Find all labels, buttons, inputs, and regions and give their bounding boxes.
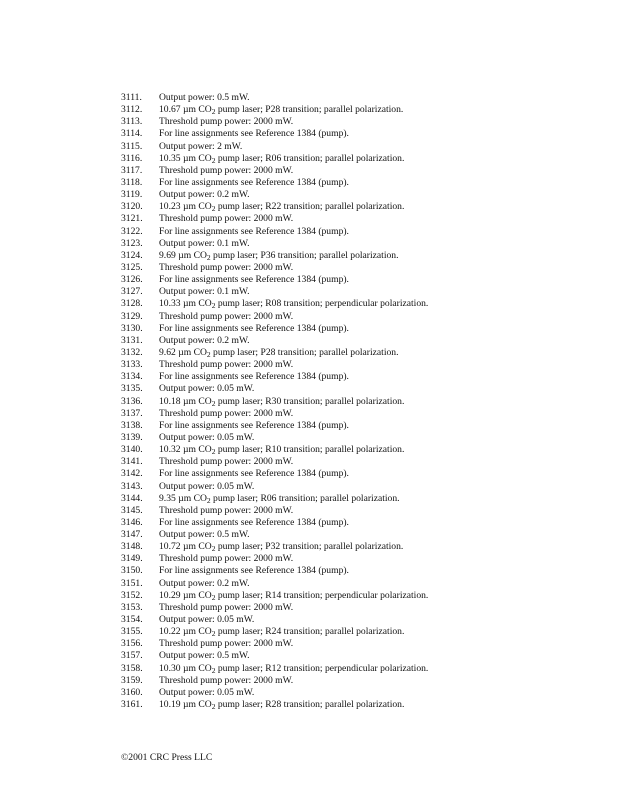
subscript: 2 bbox=[211, 544, 216, 554]
note-row bbox=[121, 456, 601, 468]
note-text bbox=[159, 347, 601, 359]
note-text: Output power: 0.05 mW. bbox=[159, 480, 255, 492]
note-number: 3125. bbox=[121, 261, 143, 273]
note-text: Output power: 0.05 mW. bbox=[159, 383, 255, 395]
note-text: Threshold pump power: 2000 mW. bbox=[159, 359, 294, 371]
note-text-lead: 9.62 µm CO bbox=[159, 346, 207, 358]
note-text: For line assignments see Reference 1384 (pump). bbox=[159, 128, 349, 140]
note-row bbox=[121, 420, 601, 432]
note-row bbox=[121, 493, 601, 505]
note-row bbox=[121, 626, 601, 638]
note-number: 3111. bbox=[121, 92, 142, 103]
note-row bbox=[121, 614, 601, 626]
note-text-tail: pump laser; R08 transition; perpendicular polarization. bbox=[215, 298, 429, 310]
note-text: Output power: 0.05 mW. bbox=[159, 614, 255, 626]
note-number: 3119. bbox=[121, 189, 143, 201]
note-number: 3124. bbox=[121, 249, 143, 261]
note-row bbox=[121, 408, 601, 420]
note-text bbox=[159, 153, 601, 165]
footnote-list bbox=[121, 92, 601, 711]
note-number: 3161. bbox=[121, 699, 143, 711]
note-row bbox=[121, 663, 601, 675]
note-text bbox=[159, 250, 601, 262]
note-row bbox=[121, 444, 601, 456]
note-text-tail: pump laser; P28 transition; parallel polarization. bbox=[215, 104, 404, 116]
note-row bbox=[121, 286, 601, 298]
note-number: 3129. bbox=[121, 310, 143, 322]
note-text-tail: pump laser; R10 transition; parallel polarization. bbox=[215, 444, 405, 456]
note-row bbox=[121, 189, 601, 201]
subscript: 2 bbox=[206, 495, 211, 505]
note-text-lead: 9.35 µm CO bbox=[159, 492, 207, 504]
note-text: Threshold pump power: 2000 mW. bbox=[159, 310, 294, 322]
note-row bbox=[121, 128, 601, 140]
subscript: 2 bbox=[211, 702, 216, 712]
note-text bbox=[159, 493, 601, 505]
note-number: 3140. bbox=[121, 444, 143, 456]
note-number: 3148. bbox=[121, 541, 143, 553]
note-number: 3155. bbox=[121, 626, 143, 638]
note-number: 3116. bbox=[121, 152, 143, 164]
note-text: Threshold pump power: 2000 mW. bbox=[159, 213, 294, 225]
note-text: Threshold pump power: 2000 mW. bbox=[159, 504, 294, 516]
note-number: 3144. bbox=[121, 492, 143, 504]
note-number: 3137. bbox=[121, 407, 143, 419]
note-text: For line assignments see Reference 1384 (pump). bbox=[159, 516, 349, 528]
note-number: 3156. bbox=[121, 638, 143, 650]
note-row bbox=[121, 274, 601, 286]
note-number: 3121. bbox=[121, 213, 143, 225]
note-row bbox=[121, 165, 601, 177]
note-number: 3150. bbox=[121, 565, 143, 577]
note-text bbox=[159, 699, 601, 711]
note-row bbox=[121, 481, 601, 493]
note-number: 3157. bbox=[121, 650, 143, 662]
note-row bbox=[121, 578, 601, 590]
note-text: Threshold pump power: 2000 mW. bbox=[159, 638, 294, 650]
subscript: 2 bbox=[206, 349, 211, 359]
subscript: 2 bbox=[211, 592, 216, 602]
note-text: Output power: 0.2 mW. bbox=[159, 189, 250, 201]
note-row bbox=[121, 311, 601, 323]
note-number: 3117. bbox=[121, 164, 143, 176]
note-row bbox=[121, 602, 601, 614]
note-row bbox=[121, 238, 601, 250]
note-row bbox=[121, 92, 601, 104]
note-row bbox=[121, 250, 601, 262]
note-text-tail: pump laser; R22 transition; parallel polarization. bbox=[215, 201, 405, 213]
note-number: 3152. bbox=[121, 589, 143, 601]
note-number: 3136. bbox=[121, 395, 143, 407]
note-text-tail: pump laser; R14 transition; perpendicular polarization. bbox=[215, 589, 429, 601]
note-row bbox=[121, 687, 601, 699]
note-text-lead: 10.18 µm CO bbox=[159, 395, 212, 407]
note-number: 3131. bbox=[121, 334, 143, 346]
note-number: 3118. bbox=[121, 176, 143, 188]
note-row bbox=[121, 638, 601, 650]
note-text bbox=[159, 590, 601, 602]
note-row bbox=[121, 226, 601, 238]
note-text: Threshold pump power: 2000 mW. bbox=[159, 261, 294, 273]
note-number: 3139. bbox=[121, 431, 143, 443]
note-row bbox=[121, 396, 601, 408]
note-text-lead: 10.19 µm CO bbox=[159, 699, 212, 711]
note-text-tail: pump laser; R06 transition; parallel polarization. bbox=[210, 492, 400, 504]
note-number: 3133. bbox=[121, 359, 143, 371]
note-text: Threshold pump power: 2000 mW. bbox=[159, 456, 294, 468]
note-text: Output power: 0.05 mW. bbox=[159, 686, 255, 698]
subscript: 2 bbox=[211, 665, 216, 675]
note-row bbox=[121, 650, 601, 662]
note-row bbox=[121, 323, 601, 335]
note-text bbox=[159, 201, 601, 213]
note-number: 3120. bbox=[121, 201, 143, 213]
subscript: 2 bbox=[211, 301, 216, 311]
note-text: Output power: 0.1 mW. bbox=[159, 237, 250, 249]
note-row bbox=[121, 335, 601, 347]
note-number: 3154. bbox=[121, 614, 143, 626]
note-text-tail: pump laser; R28 transition; parallel polarization. bbox=[215, 699, 405, 711]
note-number: 3151. bbox=[121, 577, 143, 589]
note-number: 3141. bbox=[121, 456, 143, 468]
subscript: 2 bbox=[211, 107, 216, 117]
note-text: Threshold pump power: 2000 mW. bbox=[159, 407, 294, 419]
note-row bbox=[121, 347, 601, 359]
note-text: For line assignments see Reference 1384 (pump). bbox=[159, 176, 349, 188]
note-row bbox=[121, 468, 601, 480]
note-text: Threshold pump power: 2000 mW. bbox=[159, 674, 294, 686]
note-number: 3113. bbox=[121, 116, 143, 128]
note-row bbox=[121, 517, 601, 529]
note-number: 3153. bbox=[121, 601, 143, 613]
note-text: Output power: 0.5 mW. bbox=[159, 92, 250, 103]
note-text: Output power: 2 mW. bbox=[159, 140, 243, 152]
note-row bbox=[121, 359, 601, 371]
note-number: 3142. bbox=[121, 468, 143, 480]
note-text bbox=[159, 626, 601, 638]
note-number: 3149. bbox=[121, 553, 143, 565]
note-row bbox=[121, 505, 601, 517]
note-text-tail: pump laser; R24 transition; parallel polarization. bbox=[215, 626, 405, 638]
note-text-lead: 10.67 µm CO bbox=[159, 104, 212, 116]
note-number: 3138. bbox=[121, 419, 143, 431]
subscript: 2 bbox=[211, 155, 216, 165]
note-text: Threshold pump power: 2000 mW. bbox=[159, 553, 294, 565]
note-row bbox=[121, 383, 601, 395]
subscript: 2 bbox=[211, 629, 216, 639]
note-text-lead: 10.30 µm CO bbox=[159, 662, 212, 674]
note-text: Threshold pump power: 2000 mW. bbox=[159, 116, 294, 128]
note-text bbox=[159, 298, 601, 310]
note-text-tail: pump laser; R06 transition; parallel polarization. bbox=[215, 152, 405, 164]
note-text: Output power: 0.2 mW. bbox=[159, 577, 250, 589]
note-number: 3158. bbox=[121, 662, 143, 674]
note-number: 3146. bbox=[121, 516, 143, 528]
subscript: 2 bbox=[211, 398, 216, 408]
note-number: 3147. bbox=[121, 529, 143, 541]
note-number: 3128. bbox=[121, 298, 143, 310]
note-text-tail: pump laser; P32 transition; parallel polarization. bbox=[215, 541, 404, 553]
note-number: 3114. bbox=[121, 128, 143, 140]
note-number: 3135. bbox=[121, 383, 143, 395]
note-text: For line assignments see Reference 1384 (pump). bbox=[159, 371, 349, 383]
note-text: For line assignments see Reference 1384 (pump). bbox=[159, 225, 349, 237]
note-number: 3126. bbox=[121, 274, 143, 286]
note-row bbox=[121, 590, 601, 602]
note-row bbox=[121, 201, 601, 213]
note-text: For line assignments see Reference 1384 (pump). bbox=[159, 468, 349, 480]
note-text: Output power: 0.1 mW. bbox=[159, 286, 250, 298]
note-row bbox=[121, 699, 601, 711]
subscript: 2 bbox=[211, 204, 216, 214]
note-text-tail: pump laser; P36 transition; parallel polarization. bbox=[210, 249, 399, 261]
note-text: Output power: 0.5 mW. bbox=[159, 529, 250, 541]
note-text-lead: 10.33 µm CO bbox=[159, 298, 212, 310]
note-text-lead: 10.29 µm CO bbox=[159, 589, 212, 601]
note-number: 3134. bbox=[121, 371, 143, 383]
note-text bbox=[159, 396, 601, 408]
note-text: For line assignments see Reference 1384 (pump). bbox=[159, 565, 349, 577]
note-number: 3145. bbox=[121, 504, 143, 516]
note-number: 3160. bbox=[121, 686, 143, 698]
subscript: 2 bbox=[211, 447, 216, 457]
copyright-footer: ©2001 CRC Press LLC bbox=[121, 752, 213, 763]
note-number: 3143. bbox=[121, 480, 143, 492]
note-row bbox=[121, 371, 601, 383]
note-text: For line assignments see Reference 1384 (pump). bbox=[159, 419, 349, 431]
note-text: Output power: 0.2 mW. bbox=[159, 334, 250, 346]
note-row bbox=[121, 432, 601, 444]
note-number: 3132. bbox=[121, 346, 143, 358]
note-number: 3123. bbox=[121, 237, 143, 249]
note-text-lead: 10.35 µm CO bbox=[159, 152, 212, 164]
note-number: 3130. bbox=[121, 322, 143, 334]
note-row bbox=[121, 529, 601, 541]
note-text: Threshold pump power: 2000 mW. bbox=[159, 164, 294, 176]
note-row bbox=[121, 298, 601, 310]
note-number: 3127. bbox=[121, 286, 143, 298]
note-text-tail: pump laser; R30 transition; parallel polarization. bbox=[215, 395, 405, 407]
note-number: 3115. bbox=[121, 140, 143, 152]
note-text bbox=[159, 104, 601, 116]
note-text: For line assignments see Reference 1384 (pump). bbox=[159, 322, 349, 334]
note-text-lead: 10.22 µm CO bbox=[159, 626, 212, 638]
note-number: 3122. bbox=[121, 225, 143, 237]
note-row bbox=[121, 541, 601, 553]
note-row bbox=[121, 553, 601, 565]
note-row bbox=[121, 213, 601, 225]
note-text bbox=[159, 663, 601, 675]
note-text: Output power: 0.5 mW. bbox=[159, 650, 250, 662]
note-text: Output power: 0.05 mW. bbox=[159, 431, 255, 443]
note-row bbox=[121, 565, 601, 577]
note-text-lead: 10.23 µm CO bbox=[159, 201, 212, 213]
note-text-tail: pump laser; P28 transition; parallel polarization. bbox=[210, 346, 399, 358]
subscript: 2 bbox=[206, 252, 211, 262]
note-text: Threshold pump power: 2000 mW. bbox=[159, 601, 294, 613]
note-number: 3112. bbox=[121, 104, 143, 116]
note-text-lead: 10.72 µm CO bbox=[159, 541, 212, 553]
note-text-tail: pump laser; R12 transition; perpendicular polarization. bbox=[215, 662, 429, 674]
note-row bbox=[121, 675, 601, 687]
note-text bbox=[159, 541, 601, 553]
note-row bbox=[121, 116, 601, 128]
note-text-lead: 9.69 µm CO bbox=[159, 249, 207, 261]
note-row bbox=[121, 262, 601, 274]
note-text: For line assignments see Reference 1384 (pump). bbox=[159, 274, 349, 286]
note-row bbox=[121, 141, 601, 153]
note-number: 3159. bbox=[121, 674, 143, 686]
note-text-lead: 10.32 µm CO bbox=[159, 444, 212, 456]
note-text bbox=[159, 444, 601, 456]
note-row bbox=[121, 177, 601, 189]
note-row bbox=[121, 153, 601, 165]
note-row bbox=[121, 104, 601, 116]
